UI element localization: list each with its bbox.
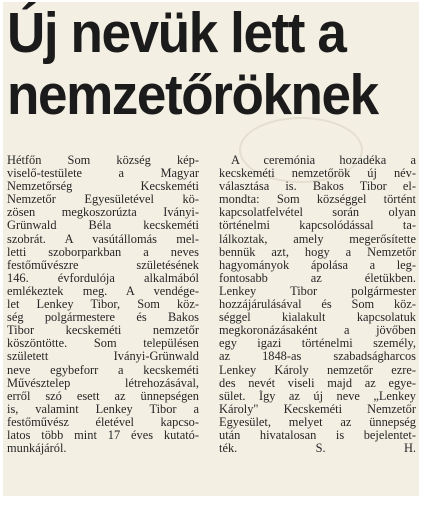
- text-line: után hivatalosan is bejelentet-: [219, 428, 416, 442]
- text-line: A ceremónia hozadéka a: [231, 154, 416, 167]
- text-line: emlékeztek meg. A vendége-: [7, 284, 199, 298]
- text-line: festőművész életével kapcso-: [7, 415, 199, 429]
- text-line: munkájáról.: [7, 442, 67, 456]
- text-line: köszöntötte. Som településen: [7, 337, 199, 351]
- text-line: 146. évfordulója alkalmából: [7, 271, 199, 285]
- text-line: Lenkey Károly nemzetőr ezre-: [219, 363, 416, 377]
- text-line: séggel kialakult kapcsolatuk: [219, 311, 416, 325]
- text-line: Nemzetőrség Kecskeméti: [7, 180, 199, 194]
- article-column-right: [219, 154, 416, 455]
- text-line: hagyományok ápolása a leg-: [219, 258, 416, 272]
- text-line: az 1848-as szabadságharcos: [219, 350, 416, 364]
- text-line: született Iványi-Grünwald: [7, 350, 199, 364]
- text-line: viselő-testülete a Magyar: [7, 167, 199, 181]
- text-line: kapcsolatfelvétel során olyan: [219, 206, 416, 220]
- newspaper-clipping: [3, 2, 419, 496]
- text-line: is, valamint Lenkey Tibor a: [7, 402, 199, 416]
- text-line: mondta: Som községgel történt: [219, 193, 416, 207]
- text-line: hozzájárulásával és Som köz-: [219, 298, 416, 312]
- text-line: neve egybeforr a kecskeméti: [7, 363, 199, 377]
- text-line: festőművészre születésének: [7, 258, 199, 272]
- text-line: történelmi kapcsolódással ta-: [219, 219, 416, 233]
- text-line: Károly" Kecskeméti Nemzetőr: [219, 402, 416, 416]
- text-line: letti szoborparkban a neves: [7, 245, 199, 259]
- article-headline: [7, 2, 388, 126]
- text-line: sület. Így az új neve „Lenkey: [219, 389, 416, 403]
- text-line: latos több mint 17 éves kutató-: [7, 428, 199, 442]
- text-line: Művésztelep létrehozásával,: [7, 376, 199, 390]
- text-line: kecskeméti nemzetőrök új név-: [219, 167, 416, 181]
- text-line: Grünwald Béla kecskeméti: [7, 219, 199, 233]
- text-line: bennük azt, hogy a Nemzetőr: [219, 245, 416, 259]
- text-line: ték. S. H.: [219, 442, 416, 456]
- text-line: ség polgármestere és Bakos: [7, 311, 199, 325]
- text-line: Tibor kecskeméti nemzetőr: [7, 324, 199, 338]
- text-line: lálkoztak, amely megerősítette: [219, 232, 416, 246]
- text-line: egy igazi történelmi személy,: [219, 337, 416, 351]
- text-line: megkoronázásaként a jövőben: [219, 324, 416, 338]
- text-line: választása is. Bakos Tibor el-: [219, 180, 416, 194]
- text-line: fontosabb az életükben.: [219, 271, 416, 285]
- text-line: Egyesület, melyet az ünnepség: [219, 415, 416, 429]
- text-line: szobrát. A vasútállomás mel-: [7, 232, 199, 246]
- text-line: Nemzetőr Egyesületével kö-: [7, 193, 199, 207]
- headline-line-2: nemzetőröknek: [7, 63, 378, 127]
- text-line: des nevét viseli majd az egye-: [219, 376, 416, 390]
- text-line: Hétfőn Som község kép-: [7, 154, 199, 167]
- text-line: erről szó esett az ünnepségen: [7, 389, 199, 403]
- text-line: Lenkey Tibor polgármester: [219, 284, 416, 298]
- text-line: zösen megkoszorúzta Iványi-: [7, 206, 199, 220]
- article-column-left: [7, 154, 199, 455]
- headline-line-1: Új nevük lett a: [7, 2, 346, 65]
- text-line: let Lenkey Tibor, Som köz-: [7, 298, 199, 312]
